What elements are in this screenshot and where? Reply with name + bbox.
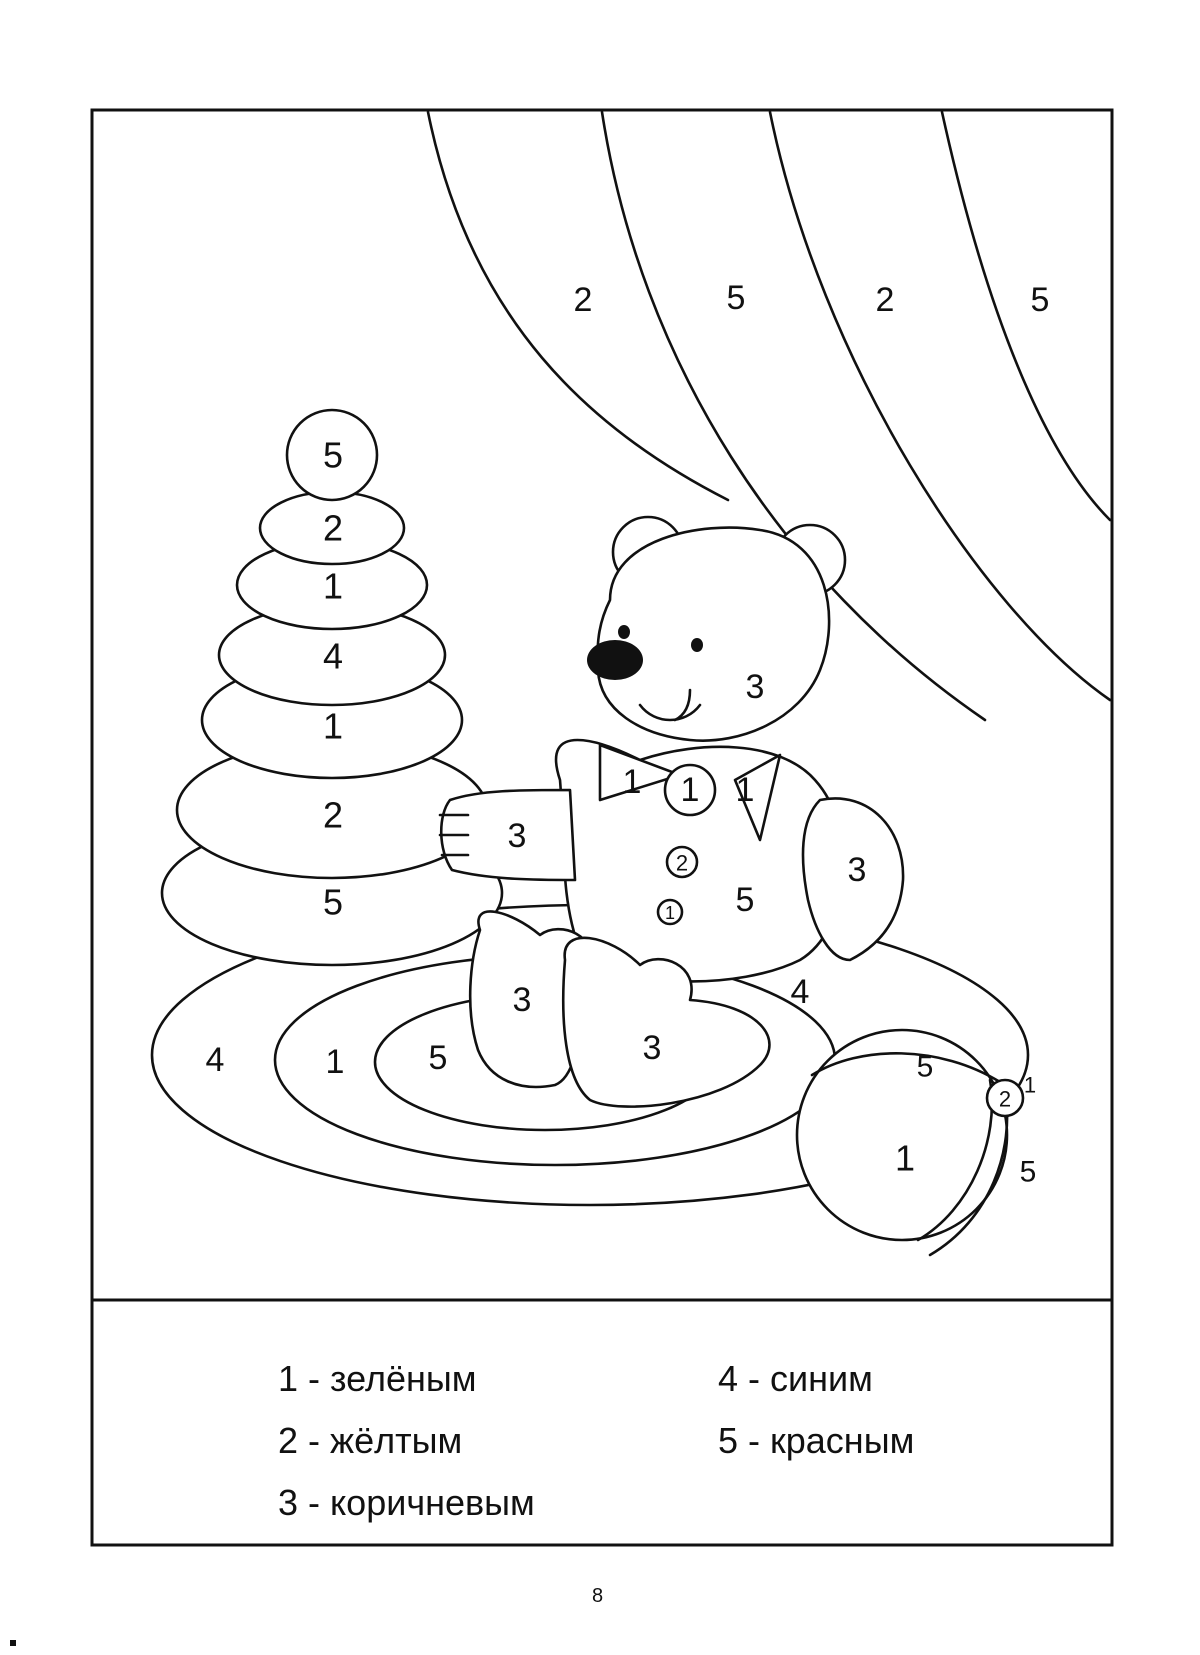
hand-label: 3 (507, 817, 527, 855)
pyramid-label: 4 (322, 635, 344, 677)
leg-right-label: 3 (642, 1029, 662, 1067)
pyramid-label: 1 (322, 705, 344, 747)
legend-item-1: 1 - зелёным (278, 1358, 477, 1399)
body-right-label: 4 (790, 973, 810, 1011)
pyramid-label: 2 (322, 507, 344, 549)
corner-dot (10, 1640, 16, 1646)
legend-item-3: 3 - коричневым (278, 1482, 535, 1523)
bow-center-label: 1 (680, 771, 700, 809)
page-number: 8 (592, 1585, 604, 1607)
curtain-label: 2 (875, 281, 895, 319)
button-bottom-label: 1 (664, 903, 676, 923)
curtain-label: 5 (726, 279, 746, 317)
legend-item-2: 2 - жёлтым (278, 1420, 463, 1461)
ball-main-label: 1 (894, 1137, 916, 1179)
bow-left-label: 1 (622, 763, 642, 801)
rug-label: 1 (325, 1043, 345, 1081)
rug-label: 5 (428, 1039, 448, 1077)
bear-face-label: 3 (745, 668, 765, 706)
ball-small-right-label: 1 (1023, 1072, 1037, 1098)
button-top-label: 2 (675, 850, 689, 876)
ball-right-label: 5 (1019, 1155, 1037, 1189)
ball-center-small-label: 2 (998, 1086, 1012, 1112)
shirt-label: 5 (735, 881, 755, 919)
curtain-label: 2 (573, 281, 593, 319)
rug-label: 4 (205, 1041, 225, 1079)
bow-right-label: 1 (735, 771, 755, 809)
ball-top-label: 5 (916, 1050, 934, 1084)
legend-item-4: 4 - синим (718, 1358, 873, 1399)
curtain-label: 5 (1030, 281, 1050, 319)
pyramid-label: 2 (322, 794, 344, 836)
pyramid-label: 5 (322, 434, 344, 476)
ring-pyramid (162, 410, 502, 965)
leg-left-label: 3 (512, 981, 532, 1019)
pyramid-label: 1 (322, 565, 344, 607)
pyramid-label: 5 (322, 881, 344, 923)
arm-right-label: 3 (847, 851, 867, 889)
legend-item-5: 5 - красным (718, 1420, 915, 1461)
